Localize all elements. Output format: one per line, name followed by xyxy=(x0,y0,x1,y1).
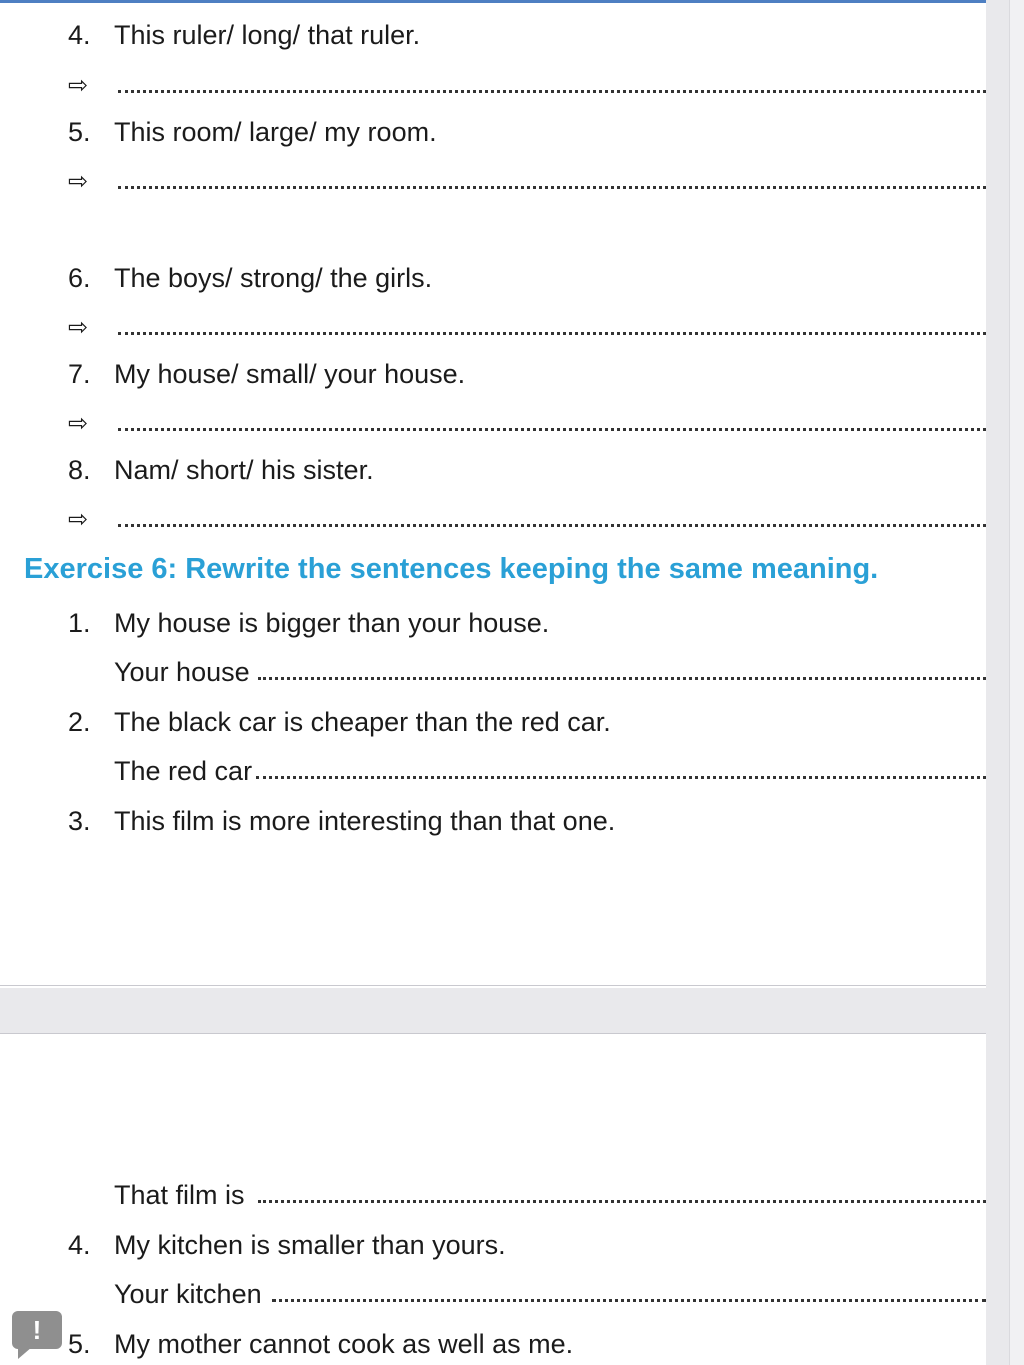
dotted-blank[interactable] xyxy=(256,776,986,779)
answer-line[interactable] xyxy=(0,407,986,441)
item-number: 4. xyxy=(68,20,91,50)
arrow-icon: ⇨ xyxy=(68,314,89,341)
exercise-item xyxy=(0,115,986,149)
scrollbar-track[interactable] xyxy=(1009,0,1024,1365)
exercise-item xyxy=(0,1327,986,1361)
arrow-icon: ⇨ xyxy=(68,410,89,437)
item-text: This room/ large/ my room. xyxy=(114,117,437,147)
item-number: 7. xyxy=(68,359,91,389)
document-page-2 xyxy=(0,1034,986,1365)
rewrite-prompt: Your house xyxy=(114,657,250,687)
item-text: My house/ small/ your house. xyxy=(114,359,466,389)
item-number: 6. xyxy=(68,263,91,293)
exercise-item xyxy=(0,453,986,487)
feedback-alert-icon[interactable]: ! xyxy=(12,1311,62,1349)
rewrite-line[interactable] xyxy=(0,655,986,689)
exercise-item xyxy=(0,1228,986,1262)
exercise-item xyxy=(0,606,986,640)
arrow-icon: ⇨ xyxy=(68,72,89,99)
exercise-item xyxy=(0,18,986,52)
exercise-item xyxy=(0,357,986,391)
dotted-blank[interactable] xyxy=(118,332,986,335)
rewrite-line[interactable] xyxy=(0,1178,986,1212)
item-text: My mother cannot cook as well as me. xyxy=(114,1329,574,1359)
exercise-item xyxy=(0,705,986,739)
dotted-blank[interactable] xyxy=(258,677,986,680)
rewrite-line[interactable] xyxy=(0,1277,986,1311)
item-text: My kitchen is smaller than yours. xyxy=(114,1230,506,1260)
dotted-blank[interactable] xyxy=(118,90,986,93)
exercise-heading: Exercise 6: Rewrite the sentences keeping the same meaning. xyxy=(24,553,879,585)
item-number: 8. xyxy=(68,455,91,485)
rewrite-prompt: Your kitchen xyxy=(114,1279,262,1309)
item-number: 5. xyxy=(68,1329,91,1359)
dotted-blank[interactable] xyxy=(272,1299,986,1302)
item-text: My house is bigger than your house. xyxy=(114,608,550,638)
item-text: Nam/ short/ his sister. xyxy=(114,455,374,485)
answer-line[interactable] xyxy=(0,165,986,199)
item-text: The boys/ strong/ the girls. xyxy=(114,263,433,293)
item-number: 5. xyxy=(68,117,91,147)
exercise-item xyxy=(0,804,986,838)
item-number: 3. xyxy=(68,806,91,836)
rewrite-prompt: That film is xyxy=(114,1180,245,1210)
item-text: This film is more interesting than that one. xyxy=(114,806,616,836)
exercise-item xyxy=(0,261,986,295)
item-text: This ruler/ long/ that ruler. xyxy=(114,20,421,50)
item-number: 4. xyxy=(68,1230,91,1260)
dotted-blank[interactable] xyxy=(118,428,986,431)
dotted-blank[interactable] xyxy=(118,524,986,527)
rewrite-prompt: The red car xyxy=(114,756,253,786)
rewrite-line[interactable] xyxy=(0,754,986,788)
item-number: 1. xyxy=(68,608,91,638)
item-number: 2. xyxy=(68,707,91,737)
item-text: The black car is cheaper than the red car. xyxy=(114,707,611,737)
answer-line[interactable] xyxy=(0,69,986,103)
dotted-blank[interactable] xyxy=(118,186,986,189)
dotted-blank[interactable] xyxy=(258,1200,986,1203)
arrow-icon: ⇨ xyxy=(68,506,89,533)
answer-line[interactable] xyxy=(0,311,986,345)
page-break-line xyxy=(0,985,986,986)
arrow-icon: ⇨ xyxy=(68,168,89,195)
answer-line[interactable] xyxy=(0,503,986,537)
